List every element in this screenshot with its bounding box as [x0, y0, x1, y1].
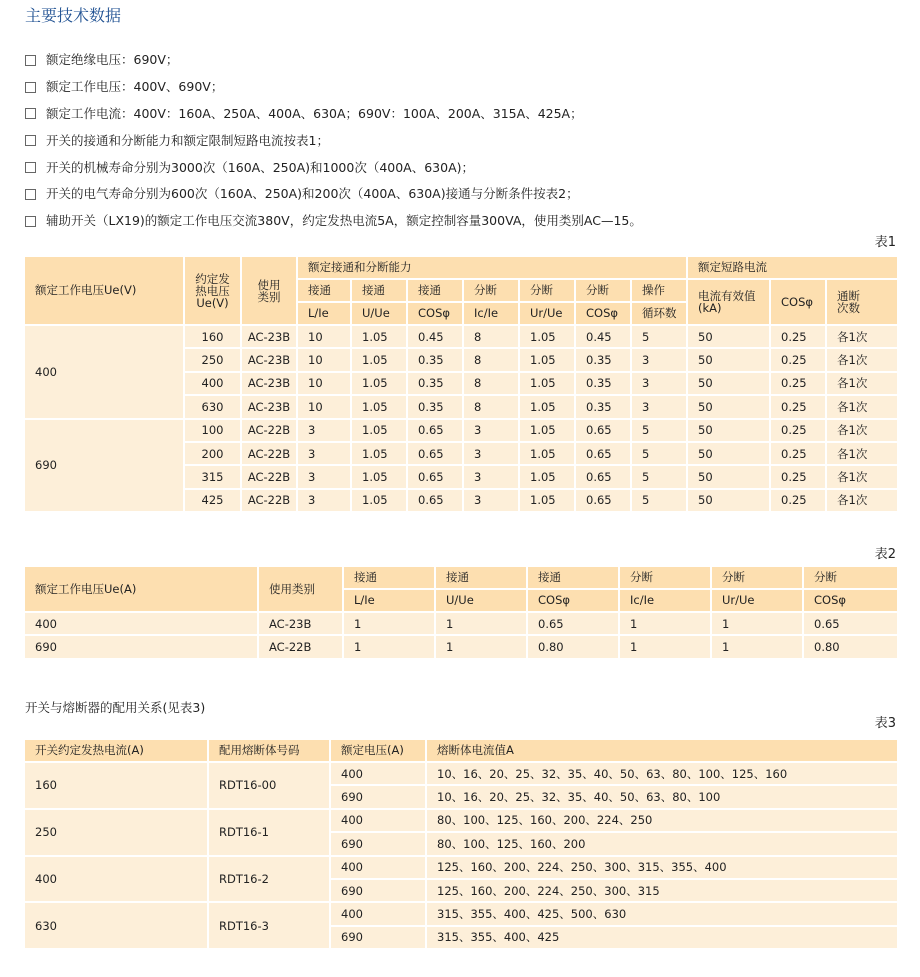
fuse-current-cell: 125、160、200、224、250、300、315 — [426, 879, 898, 902]
header-sc-current-text: 电流有效值(kA) — [698, 289, 756, 315]
table-cell: 0.25 — [770, 442, 826, 465]
table-cell: 0.25 — [770, 348, 826, 371]
table-cell: 50 — [687, 348, 770, 371]
table-cell: 10 — [297, 372, 351, 395]
header-thermal-current-text: 约定发热电压Ue(V) — [195, 271, 230, 310]
checkbox-icon — [25, 55, 36, 66]
table-cell: 1.05 — [519, 372, 575, 395]
table-cell: 0.25 — [770, 419, 826, 442]
spec-item — [25, 74, 642, 101]
spec-text: 额定工作电流：400V：160A、250A、400A、630A；690V：100A、200A、315A、425A； — [46, 105, 583, 121]
table-cell: 1.05 — [351, 395, 407, 418]
page-title: 主要技术数据 — [25, 6, 122, 25]
table-cell: AC-23B — [241, 348, 297, 371]
table-cell: 8 — [463, 325, 519, 348]
fuse-current-cell: 10、16、20、25、32、35、40、50、63、80、100 — [426, 785, 898, 808]
header-sub1: 接通 — [297, 279, 351, 302]
table-cell: 3 — [463, 489, 519, 512]
rated-voltage-cell: 400 — [24, 325, 184, 419]
table-cell: 1.05 — [519, 465, 575, 488]
header-sub1: 接通 — [435, 566, 527, 589]
table-cell: 1.05 — [519, 442, 575, 465]
header-sub2: U/Ue — [435, 589, 527, 612]
spec-item — [25, 127, 642, 154]
table-row — [24, 762, 898, 785]
table-cell: AC-22B — [241, 489, 297, 512]
table-cell: 1.05 — [519, 489, 575, 512]
table-cell: 各1次 — [826, 372, 898, 395]
table3 — [23, 738, 899, 950]
table-cell: 0.35 — [407, 395, 463, 418]
table1-body — [24, 325, 898, 512]
table-cell: 690 — [24, 635, 258, 658]
voltage-cell: 400 — [330, 856, 426, 879]
header-sub1: 分断 — [575, 279, 631, 302]
table-cell: 400 — [184, 372, 241, 395]
table-cell: 5 — [631, 489, 687, 512]
table-cell: 160 — [184, 325, 241, 348]
header-sub2: COSφ — [527, 589, 619, 612]
table-cell: 50 — [687, 442, 770, 465]
switch-current-cell: 250 — [24, 809, 208, 856]
switch-current-cell: 400 — [24, 856, 208, 903]
fuse-code-cell: RDT16-3 — [208, 902, 330, 949]
table-cell: 8 — [463, 395, 519, 418]
table-cell: 0.35 — [407, 372, 463, 395]
spec-text: 开关的接通和分断能力和额定限制短路电流按表1； — [46, 132, 329, 148]
table-cell: 0.45 — [575, 325, 631, 348]
table-cell: AC-23B — [241, 395, 297, 418]
table-cell: 1.05 — [519, 325, 575, 348]
voltage-cell: 690 — [330, 832, 426, 855]
table-cell: 1 — [343, 635, 435, 658]
header-sc-times — [826, 279, 898, 325]
table-cell: 0.80 — [803, 635, 898, 658]
header-switch-current: 开关约定发热电流(A) — [24, 739, 208, 762]
table-cell: AC-22B — [241, 465, 297, 488]
table-cell: 各1次 — [826, 348, 898, 371]
table2-label: 表2 — [874, 547, 896, 562]
header-sub2: U/Ue — [351, 302, 407, 325]
header-rated-voltage: 额定电压(A) — [330, 739, 426, 762]
spec-list — [25, 47, 642, 235]
table-row — [24, 809, 898, 832]
table1 — [23, 255, 899, 513]
header-rated-voltage: 额定工作电压Ue(A) — [24, 566, 258, 612]
table-cell: AC-22B — [258, 635, 343, 658]
table-cell: 0.35 — [575, 395, 631, 418]
header-sub2: COSφ — [803, 589, 898, 612]
header-sc-cos: COSφ — [770, 279, 826, 325]
checkbox-icon — [25, 108, 36, 119]
table-cell: 0.35 — [575, 348, 631, 371]
table-cell: 各1次 — [826, 395, 898, 418]
header-sub2: Ic/Ie — [463, 302, 519, 325]
header-sub1: 分断 — [619, 566, 711, 589]
table-cell: 1 — [435, 612, 527, 635]
table-cell: 1 — [343, 612, 435, 635]
table-cell: 1 — [711, 612, 803, 635]
table-cell: 5 — [631, 465, 687, 488]
table-cell: 0.45 — [407, 325, 463, 348]
table-cell: AC-23B — [258, 612, 343, 635]
voltage-cell: 690 — [330, 926, 426, 949]
voltage-cell: 690 — [330, 879, 426, 902]
checkbox-icon — [25, 189, 36, 200]
table-cell: 50 — [687, 395, 770, 418]
table-cell: 各1次 — [826, 419, 898, 442]
voltage-cell: 400 — [330, 809, 426, 832]
table3-body — [24, 762, 898, 949]
header-sub1: 操作 — [631, 279, 687, 302]
header-category — [241, 256, 297, 325]
table-cell: 1.05 — [351, 348, 407, 371]
table-row — [24, 902, 898, 925]
table-cell: 8 — [463, 348, 519, 371]
table-cell: 5 — [631, 442, 687, 465]
table-cell: 3 — [297, 489, 351, 512]
table1-label: 表1 — [874, 235, 896, 250]
table2 — [23, 565, 899, 660]
spec-item — [25, 208, 642, 235]
checkbox-icon — [25, 162, 36, 173]
fuse-current-cell: 315、355、400、425 — [426, 926, 898, 949]
table-cell: AC-23B — [241, 372, 297, 395]
table-cell: 0.65 — [527, 612, 619, 635]
table-cell: 0.25 — [770, 465, 826, 488]
table-cell: 50 — [687, 325, 770, 348]
table-cell: 1.05 — [351, 419, 407, 442]
header-sub1: 接通 — [343, 566, 435, 589]
table-cell: 1.05 — [519, 419, 575, 442]
switch-current-cell: 630 — [24, 902, 208, 949]
spec-text: 开关的电气寿命分别为600次（160A、250A)和200次（400A、630A)接通与分断条件按表2； — [46, 186, 579, 202]
table-cell: 50 — [687, 419, 770, 442]
checkbox-icon — [25, 216, 36, 227]
table-cell: 10 — [297, 325, 351, 348]
table-cell: 3 — [463, 442, 519, 465]
table-cell: 1 — [711, 635, 803, 658]
fuse-code-cell: RDT16-2 — [208, 856, 330, 903]
header-sub1: 分断 — [711, 566, 803, 589]
spec-text: 开关的机械寿命分别为3000次（160A、250A)和1000次（400A、630A)； — [46, 159, 475, 175]
spec-item — [25, 154, 642, 181]
header-sc-current — [687, 279, 770, 325]
fuse-code-cell: RDT16-00 — [208, 762, 330, 809]
table-cell: 0.25 — [770, 395, 826, 418]
table-cell: 各1次 — [826, 465, 898, 488]
table-cell: 0.35 — [407, 348, 463, 371]
fuse-current-cell: 80、100、125、160、200、224、250 — [426, 809, 898, 832]
header-sc-times-text: 通断次数 — [837, 289, 860, 315]
table-cell: 1.05 — [519, 395, 575, 418]
table-cell: AC-23B — [241, 325, 297, 348]
spec-item — [25, 181, 642, 208]
header-fuse-current: 熔断体电流值A — [426, 739, 898, 762]
table-cell: 0.65 — [575, 465, 631, 488]
table-cell: 0.65 — [575, 442, 631, 465]
header-rated-voltage: 额定工作电压Ue(V) — [24, 256, 184, 325]
checkbox-icon — [25, 135, 36, 146]
table-row — [24, 325, 898, 348]
table-cell: 各1次 — [826, 325, 898, 348]
table-cell: 5 — [631, 419, 687, 442]
table-cell: 各1次 — [826, 489, 898, 512]
header-sub2: COSφ — [575, 302, 631, 325]
spec-item — [25, 101, 642, 128]
spec-item — [25, 47, 642, 74]
table-cell: 400 — [24, 612, 258, 635]
table-cell: AC-22B — [241, 419, 297, 442]
table-cell: 1 — [619, 612, 711, 635]
spec-text: 额定工作电压：400V、690V； — [46, 79, 224, 95]
table3-label: 表3 — [874, 716, 896, 731]
table-cell: 3 — [631, 372, 687, 395]
table-cell: 3 — [297, 419, 351, 442]
fuse-current-cell: 80、100、125、160、200 — [426, 832, 898, 855]
header-sub1: 分断 — [519, 279, 575, 302]
table-cell: 3 — [463, 419, 519, 442]
header-sub2: COSφ — [407, 302, 463, 325]
table-cell: 200 — [184, 442, 241, 465]
fuse-current-cell: 10、16、20、25、32、35、40、50、63、80、100、125、160 — [426, 762, 898, 785]
switch-current-cell: 160 — [24, 762, 208, 809]
table-cell: 3 — [631, 348, 687, 371]
table-cell: 250 — [184, 348, 241, 371]
header-sub2: Ur/Ue — [519, 302, 575, 325]
table-cell: 3 — [297, 465, 351, 488]
header-sub1: 接通 — [351, 279, 407, 302]
header-sub2: L/Ie — [297, 302, 351, 325]
table-cell: 0.65 — [407, 489, 463, 512]
table-cell: 50 — [687, 465, 770, 488]
table-cell: 0.65 — [803, 612, 898, 635]
table-cell: 1 — [435, 635, 527, 658]
spec-text: 辅助开关（LX19)的额定工作电压交流380V，约定发热电流5A，额定控制容量300VA，使用类别AC—15。 — [46, 213, 642, 229]
table-cell: 0.65 — [575, 419, 631, 442]
table-cell: 3 — [463, 465, 519, 488]
table-row — [24, 612, 898, 635]
table-cell: 3 — [297, 442, 351, 465]
voltage-cell: 400 — [330, 762, 426, 785]
table-cell: 0.25 — [770, 372, 826, 395]
table-cell: 各1次 — [826, 442, 898, 465]
header-sub1: 分断 — [803, 566, 898, 589]
table-cell: 3 — [631, 395, 687, 418]
header-sub2: Ic/Ie — [619, 589, 711, 612]
table-cell: 0.25 — [770, 489, 826, 512]
header-category: 使用类别 — [258, 566, 343, 612]
table-cell: 315 — [184, 465, 241, 488]
checkbox-icon — [25, 82, 36, 93]
table-cell: 50 — [687, 372, 770, 395]
rated-voltage-cell: 690 — [24, 419, 184, 513]
table-cell: 630 — [184, 395, 241, 418]
table-cell: 1.05 — [351, 442, 407, 465]
header-sub1: 接通 — [407, 279, 463, 302]
table-cell: 0.65 — [407, 465, 463, 488]
table-cell: 0.65 — [407, 442, 463, 465]
table-cell: 5 — [631, 325, 687, 348]
table-cell: 50 — [687, 489, 770, 512]
spec-text: 额定绝缘电压：690V； — [46, 52, 179, 68]
header-sub1: 接通 — [527, 566, 619, 589]
table-row — [24, 856, 898, 879]
table-cell: 1.05 — [351, 325, 407, 348]
header-fuse-code: 配用熔断体号码 — [208, 739, 330, 762]
header-category-text: 使用类别 — [257, 277, 281, 304]
table-cell: 8 — [463, 372, 519, 395]
fuse-code-cell: RDT16-1 — [208, 809, 330, 856]
table-cell: 0.35 — [575, 372, 631, 395]
header-sub1: 分断 — [463, 279, 519, 302]
header-sub2: L/Ie — [343, 589, 435, 612]
table-cell: 1.05 — [351, 465, 407, 488]
section3-title: 开关与熔断器的配用关系(见表3) — [25, 700, 206, 715]
table-cell: 1.05 — [351, 372, 407, 395]
voltage-cell: 400 — [330, 902, 426, 925]
header-capacity-group: 额定接通和分断能力 — [297, 256, 687, 279]
voltage-cell: 690 — [330, 785, 426, 808]
table-cell: 100 — [184, 419, 241, 442]
table-cell: 1 — [619, 635, 711, 658]
table-cell: 0.65 — [575, 489, 631, 512]
table-cell: 0.65 — [407, 419, 463, 442]
table-row — [24, 419, 898, 442]
fuse-current-cell: 315、355、400、425、500、630 — [426, 902, 898, 925]
table-cell: AC-22B — [241, 442, 297, 465]
table-cell: 1.05 — [351, 489, 407, 512]
header-thermal-current — [184, 256, 241, 325]
table-cell: 425 — [184, 489, 241, 512]
header-sub2: 循环数 — [631, 302, 687, 325]
fuse-current-cell: 125、160、200、224、250、300、315、355、400 — [426, 856, 898, 879]
table-cell: 0.80 — [527, 635, 619, 658]
header-short-circuit-group: 额定短路电流 — [687, 256, 898, 279]
table-cell: 10 — [297, 395, 351, 418]
table-cell: 1.05 — [519, 348, 575, 371]
table-row — [24, 635, 898, 658]
table-cell: 10 — [297, 348, 351, 371]
table-cell: 0.25 — [770, 325, 826, 348]
header-sub2: Ur/Ue — [711, 589, 803, 612]
table2-body — [24, 612, 898, 659]
